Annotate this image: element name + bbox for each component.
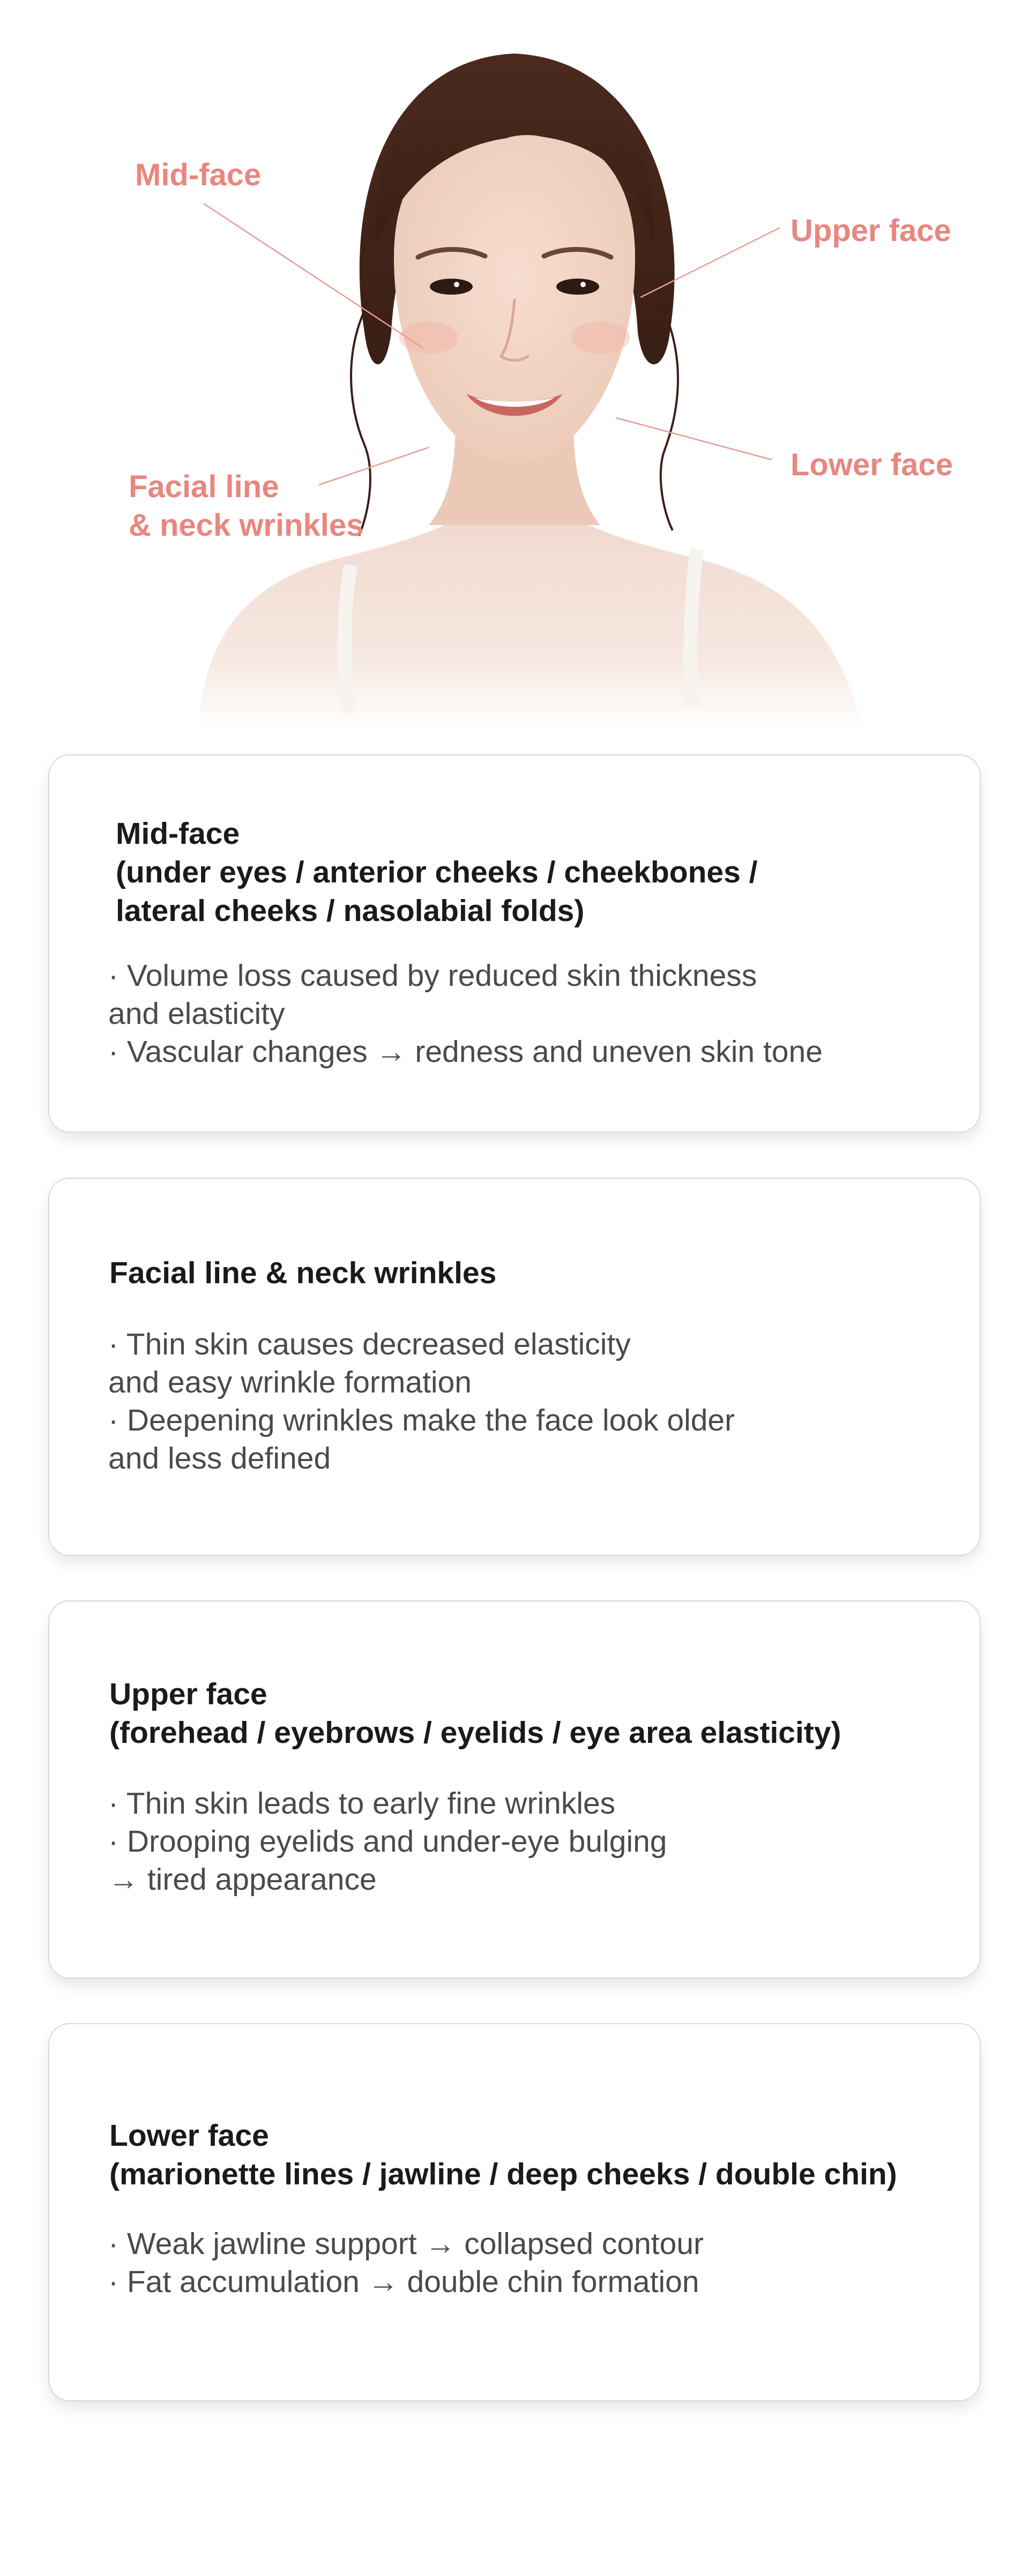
bullet-item: · Vascular changes → redness and uneven skin tone <box>108 1035 823 1069</box>
bullet-list <box>108 1785 948 1899</box>
card-lower-face <box>48 2023 981 2401</box>
lower-face-leader-line <box>616 418 772 460</box>
bullet-item: · Drooping eyelids and under-eye bulging → tired appearance <box>108 1824 667 1897</box>
left-eye <box>430 279 473 295</box>
card-mid-face <box>48 754 981 1133</box>
bullet-item: · Deepening wrinkles make the face look older and less defined <box>108 1403 735 1476</box>
card-title: Lower face (marionette lines / jawline / deep cheeks / double chin) <box>109 2118 897 2191</box>
bullet-item: · Fat accumulation → double chin formation <box>108 2265 699 2299</box>
hero-portrait-section <box>0 0 1029 750</box>
bullet-list <box>108 1326 948 1478</box>
label-upper-face: Upper face <box>791 213 951 248</box>
card-upper-face <box>48 1600 981 1979</box>
bullet-list <box>108 2225 948 2301</box>
card-facial-line-neck-wrinkles <box>48 1178 981 1556</box>
left-strap <box>345 565 351 713</box>
card-title: Upper face (forehead / eyebrows / eyelids / eye area elasticity) <box>109 1677 841 1750</box>
bullet-item: · Thin skin causes decreased elasticity and easy wrinkle formation <box>108 1327 631 1399</box>
bullet-list <box>108 957 948 1071</box>
right-eye <box>556 279 599 295</box>
card-title: Facial line & neck wrinkles <box>109 1256 497 1290</box>
card-title: Mid-face (under eyes / anterior cheeks / cheekbones / lateral cheeks / nasolabial folds) <box>116 817 758 928</box>
bullet-item: · Thin skin leads to early fine wrinkles <box>108 1786 616 1821</box>
portrait-illustration <box>0 0 1029 750</box>
label-mid-face: Mid-face <box>135 158 262 192</box>
label-facial-line-neck-wrinkles: Facial line & neck wrinkles <box>129 469 364 543</box>
right-strap <box>690 549 697 707</box>
bullet-item: · Weak jawline support → collapsed contour <box>108 2227 704 2261</box>
label-lower-face: Lower face <box>791 447 953 482</box>
bullet-item: · Volume loss caused by reduced skin thickness and elasticity <box>108 958 757 1031</box>
